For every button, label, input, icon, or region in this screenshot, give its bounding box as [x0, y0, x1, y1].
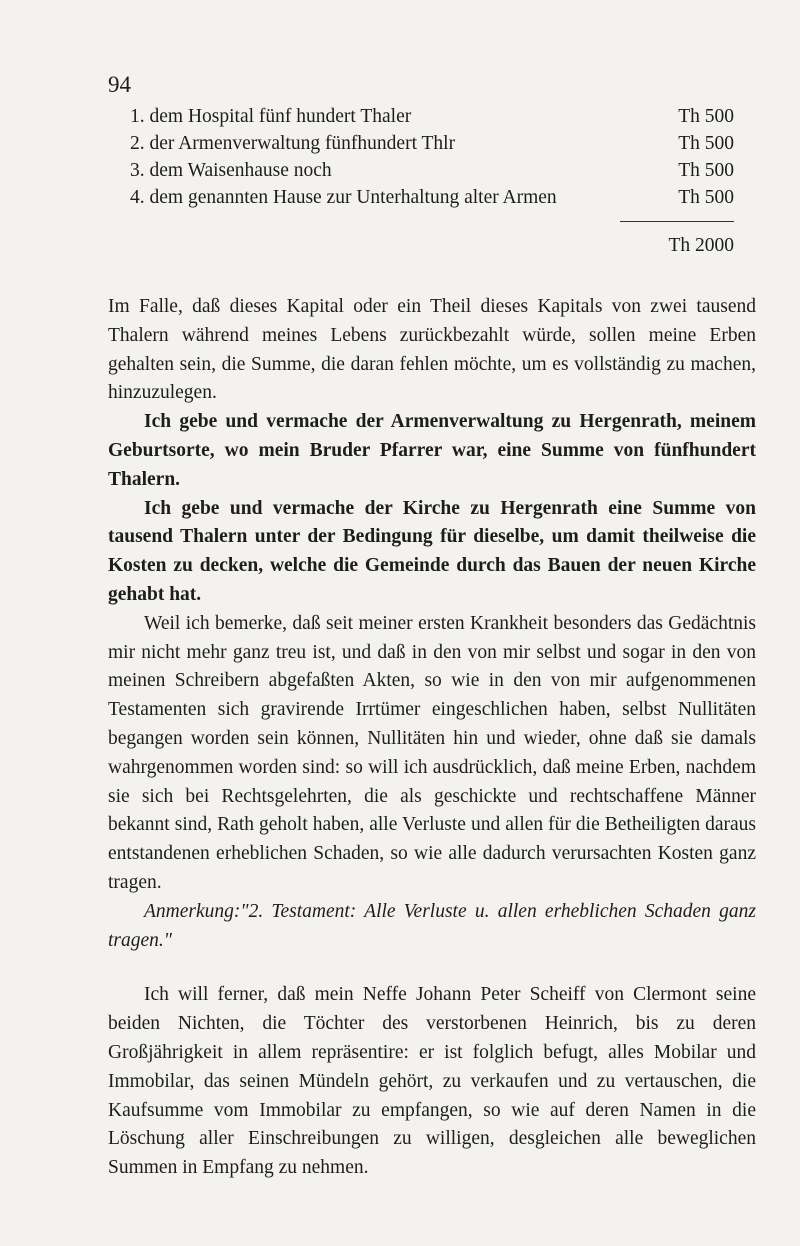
- paragraph-capital-repayment: Im Falle, daß dieses Kapital oder ein Theil dieses Kapitals von zwei tausend Thalern während meines Lebens zurückbezahlt würde, sollen meine Erben gehalten sein, die Summe, die daran fehlen möchte, um es vollständig zu machen, hinzuzulegen.: [108, 296, 756, 404]
- paragraph-nephew-guardian: Ich will ferner, daß mein Neffe Johann Peter Scheiff von Clermont seine beiden Nichten, die Töchter des verstorbenen Heinrich, bis zu deren Großjährigkeit in allem repräsentire: er ist folglich befugt, alles Mobilar und Immobilar, das seinen Mündeln gehört, zu verkaufen und zu vertauschen, die Kaufsumme vom Immobilar zu empfangen, so wie auf deren Namen in die Löschung aller Einschreibungen zu willigen, desgleichen alle beweglichen Summen in Empfang zu nehmen.: [108, 984, 756, 1179]
- legacy-item: 4. dem genannten Hause zur Unterhaltung alter Armen: [130, 187, 557, 208]
- legacy-amount: Th 500: [678, 160, 734, 181]
- paragraph-errors-liability: Weil ich bemerke, daß seit meiner ersten Krankheit besonders das Gedächtnis mir nicht mehr ganz treu ist, und daß in den von mir selbst und sogar in den von meinen Schreibern abgefaßten Akten, so wie in den von mir aufgenommenen Testamenten sich gravirende Irrtümer eingeschlichen haben, selbst Nullitäten begangen worden sein können, Nullitäten hin und wieder, ohne daß sie damals wahrgenommen worden sind: so will ich ausdrücklich, daß meine Erben, nachdem sie sich bei Rechtsgelehrten, die als geschickte und rechtschaffene Männer bekannt sind, Rath geholt haben, alle Verluste und allen für die Betheiligten daraus entstandenen erheblichen Schaden, so wie alle dadurch verursachten Kosten ganz tragen.: [108, 612, 756, 893]
- legacy-item: 2. der Armenverwaltung fünfhundert Thlr: [130, 133, 456, 154]
- legacy-amount: Th 500: [678, 133, 734, 154]
- annotation-note: Anmerkung:"2. Testament: Alle Verluste u. allen erheblichen Schaden ganz tragen.": [108, 900, 756, 951]
- legacy-row: [130, 184, 734, 211]
- paragraph-bequest-poor-administration: Ich gebe und vermache der Armenverwaltung zu Hergenrath, meinem Geburtsorte, wo mein Bruder Pfarrer war, eine Summe von fünfhundert Thalern.: [108, 411, 756, 490]
- total-amount: Th 2000: [668, 235, 734, 256]
- paragraph-bequest-church: Ich gebe und vermache der Kirche zu Hergenrath eine Summe von tausend Thalern unter der Bedingung für dieselbe, um damit theilweise die Kosten zu decken, welche die Gemeinde durch das Bauen der neuen Kirche gehabt hat.: [108, 497, 756, 605]
- legacy-row: [130, 103, 734, 130]
- legacy-list: [130, 103, 734, 211]
- legacy-row: [130, 157, 734, 184]
- total-divider: [620, 221, 734, 222]
- legacy-item: 3. dem Waisenhause noch: [130, 160, 332, 181]
- page-number: 94: [108, 72, 131, 97]
- legacy-row: [130, 130, 734, 157]
- legacy-amount: Th 500: [678, 106, 734, 127]
- legacy-amount: Th 500: [678, 187, 734, 208]
- legacy-item: 1. dem Hospital fünf hundert Thaler: [130, 106, 412, 127]
- body-text: [108, 293, 756, 1183]
